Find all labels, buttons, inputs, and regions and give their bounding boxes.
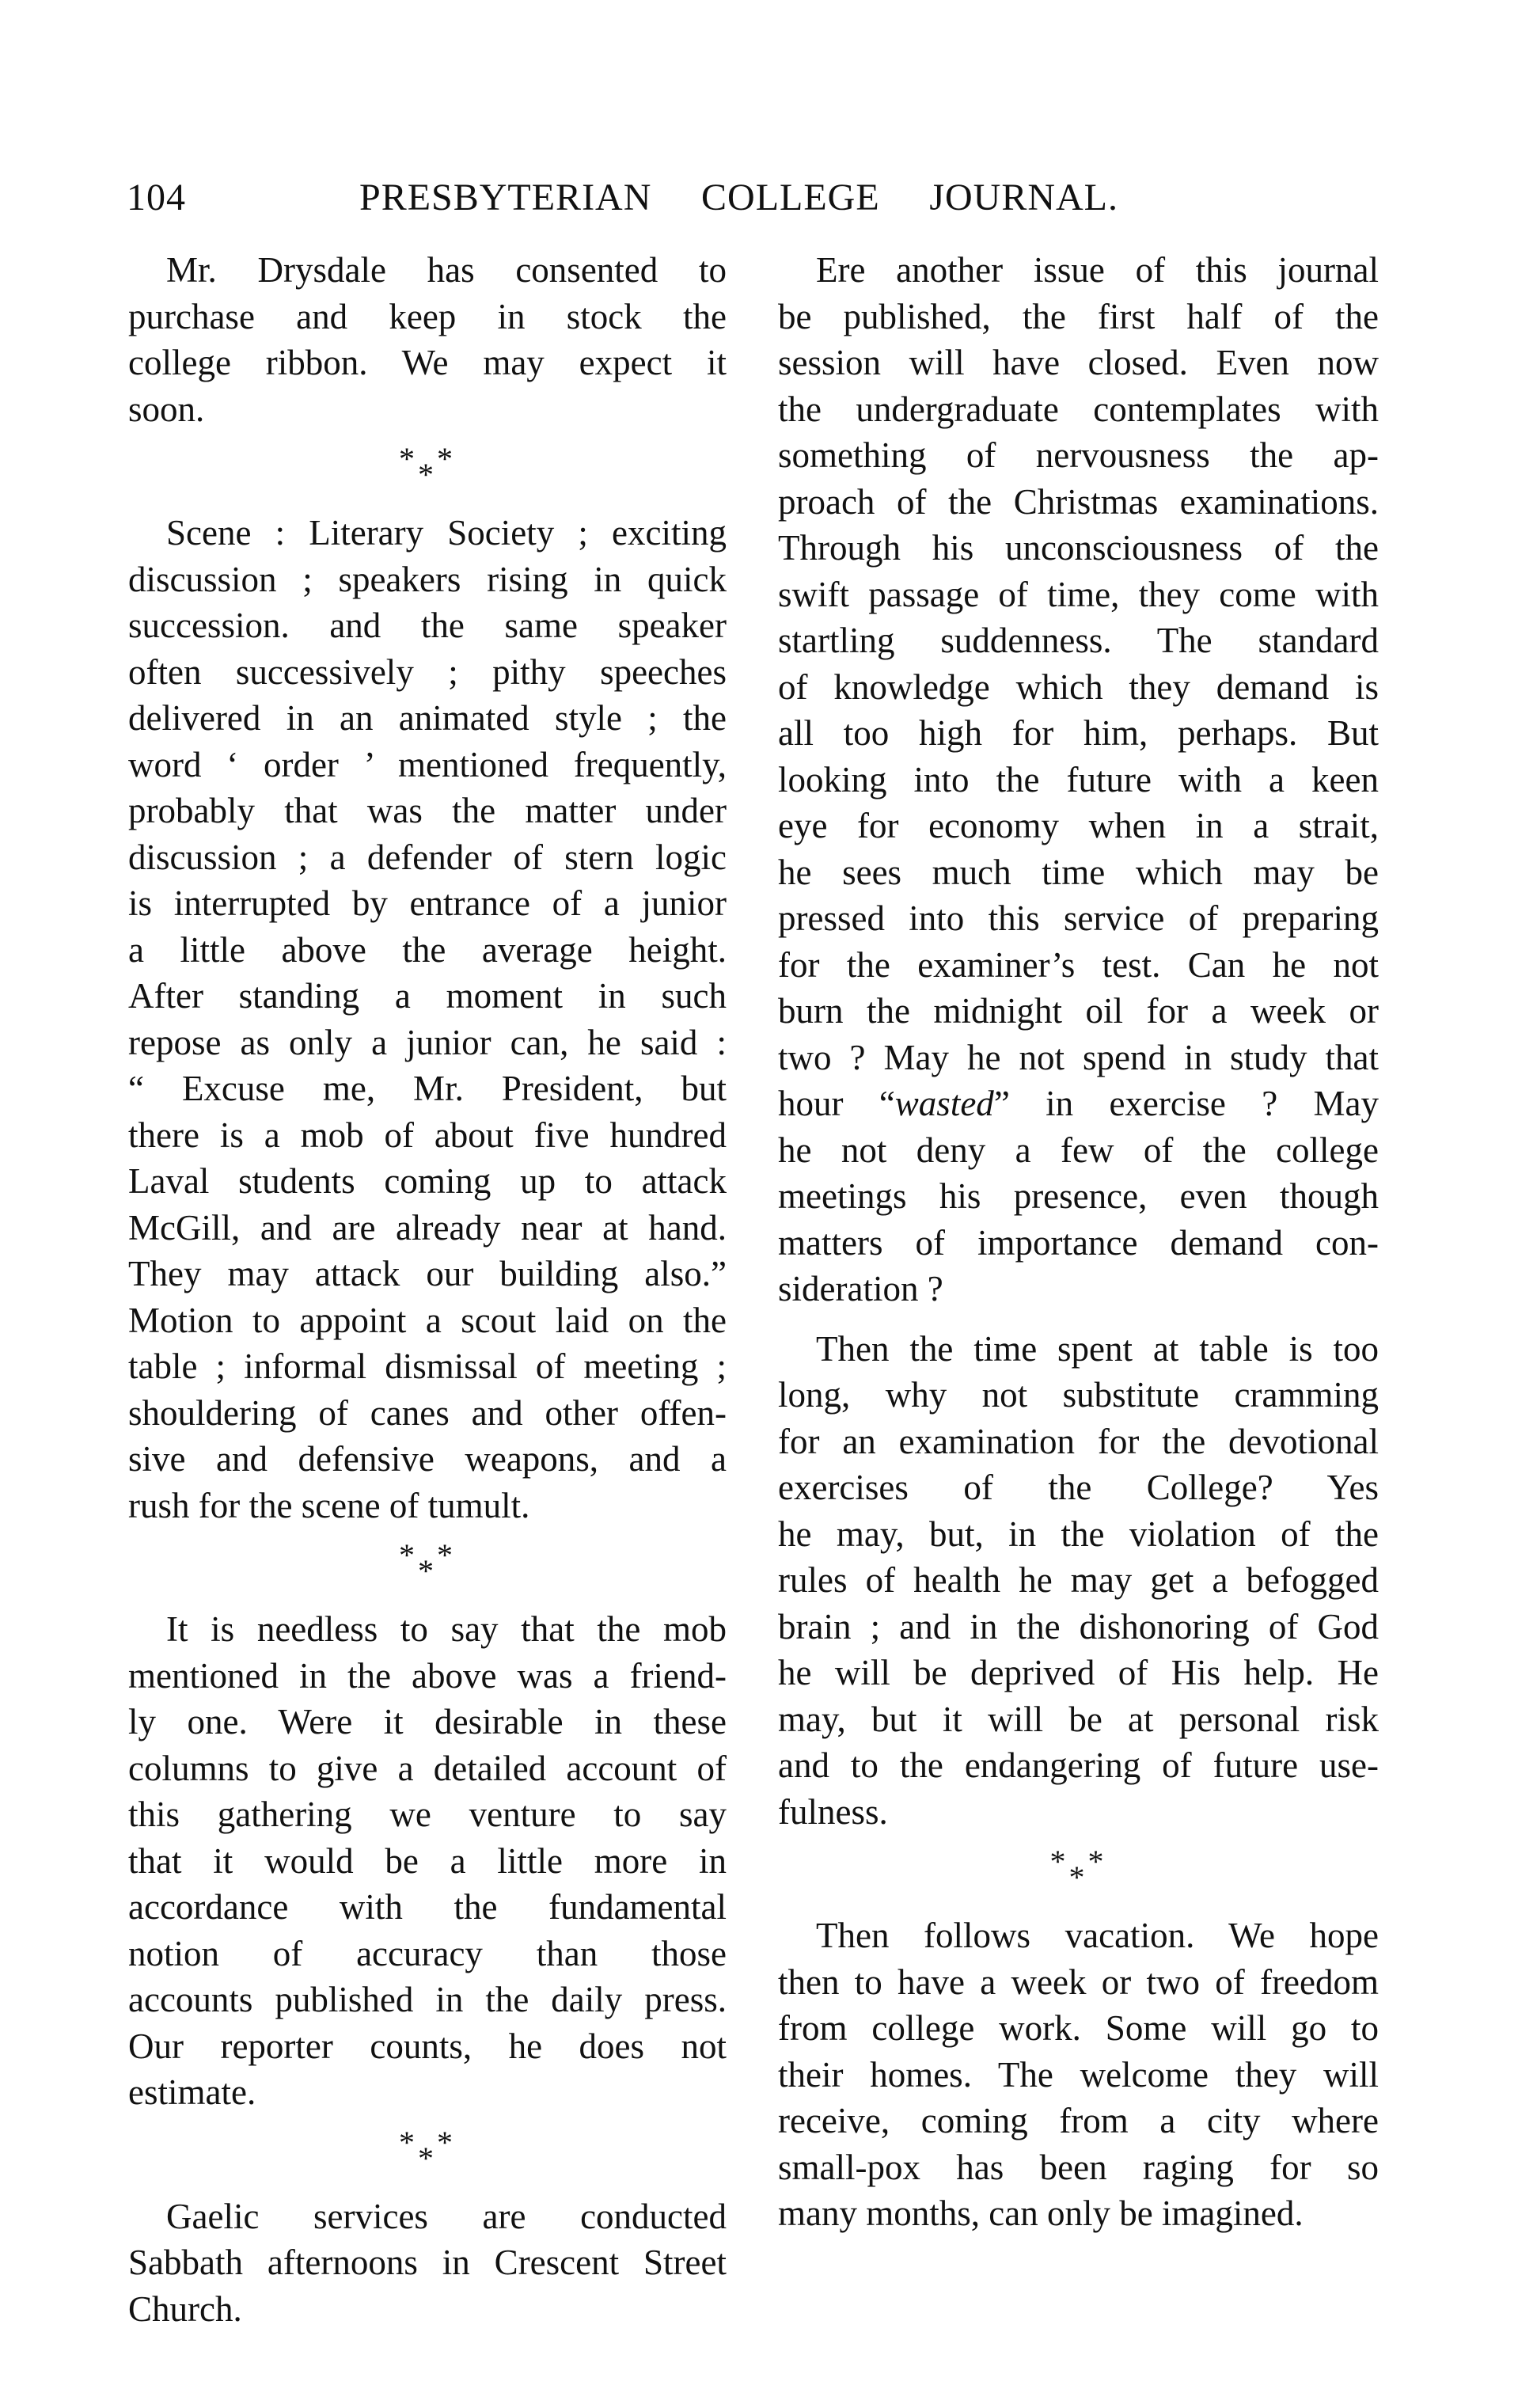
text-line: startling suddenness. The standard: [778, 621, 1379, 660]
text-line: Through his unconsciousness of the: [778, 528, 1379, 568]
asterisk-icon: *: [437, 2124, 453, 2160]
text-line: After standing a moment in such: [128, 976, 727, 1016]
text-line: then to have a week or two of freedom: [778, 1962, 1379, 2002]
text-line: mentioned in the above was a friend-: [128, 1655, 727, 1696]
text-line: McGill, and are already near at hand.: [128, 1207, 727, 1248]
paragraph-gap: [778, 1312, 1379, 1326]
text-line: small-pox has been raging for so: [778, 2147, 1379, 2187]
text-line: Gaelic services are conducted: [166, 2196, 727, 2236]
asterisk-icon: *: [1087, 1844, 1104, 1879]
asterisk-icon: *: [418, 1553, 434, 1589]
asterism-divider: [128, 2116, 727, 2193]
text-line: be published, the first half of the: [778, 296, 1379, 336]
paragraph-mob: [128, 1606, 727, 2116]
text-line: columns to give a detailed account of: [128, 1748, 727, 1788]
text-line: matters of importance demand con-: [778, 1222, 1379, 1263]
asterisk-icon: *: [437, 1537, 453, 1573]
text-line: Church.: [128, 2288, 242, 2329]
text-line: Motion to appoint a scout laid on the: [128, 1300, 727, 1340]
text-line: looking into the future with a keen: [778, 759, 1379, 800]
paragraph-examinations: [778, 247, 1379, 1312]
text-line: repose as only a junior can, he said :: [128, 1022, 727, 1062]
text-line: Our reporter counts, he does not: [128, 2026, 727, 2066]
paragraph-examinations-part2: [778, 1127, 1379, 1312]
asterisk-icon: *: [418, 457, 434, 492]
text-line: accordance with the fundamental: [128, 1887, 727, 1927]
asterisk-icon: *: [399, 1537, 415, 1573]
text-line: all too high for him, perhaps. But: [778, 713, 1379, 753]
text-line: fulness.: [778, 1791, 888, 1832]
asterisk-icon: *: [1049, 1844, 1066, 1879]
asterism-divider: [778, 1835, 1379, 1912]
text-line: sideration ?: [778, 1269, 943, 1308]
text-line: rules of health he may get a befogged: [778, 1560, 1379, 1600]
text-line: a little above the average height.: [128, 929, 727, 970]
text-line: many months, can only be imagined.: [778, 2193, 1304, 2233]
text-line: college ribbon. We may expect it: [128, 343, 727, 382]
text-line: and to the endangering of future use-: [778, 1745, 1379, 1785]
paragraph-cramming: [778, 1326, 1379, 1836]
text-line: notion of accuracy than those: [128, 1933, 727, 1973]
text-line: long, why not substitute cramming: [778, 1375, 1379, 1415]
asterisk-icon: *: [1068, 1859, 1085, 1895]
asterisk-icon: *: [418, 2140, 434, 2176]
text-line: session will have closed. Even now: [778, 343, 1379, 382]
paragraph-examinations-part1: [778, 247, 1379, 1081]
text-line: sive and defensive weapons, and a: [128, 1439, 727, 1479]
text-line: rush for the scene of tumult.: [128, 1485, 530, 1525]
text-line: he not deny a few of the college: [778, 1130, 1379, 1170]
text-line: Then the time spent at table is too: [816, 1328, 1379, 1369]
text-line: is interrupted by entrance of a junior: [128, 883, 727, 923]
asterisk-icon: *: [437, 441, 453, 477]
text-line: Then follows vacation. We hope: [816, 1916, 1379, 1955]
page-number: 104: [127, 177, 186, 218]
text-line: eye for economy when in a strait,: [778, 806, 1379, 845]
text-line: word ‘ order ’ mentioned frequently,: [128, 744, 727, 784]
text-line: proach of the Christmas examinations.: [778, 481, 1379, 522]
paragraph-college-ribbon: [128, 247, 727, 432]
text-line: he sees much time which may be: [778, 852, 1379, 892]
text-line: exercises of the College? Yes: [778, 1468, 1379, 1507]
text-line: table ; informal dismissal of meeting ;: [128, 1346, 727, 1386]
text-line: It is needless to say that the mob: [166, 1609, 727, 1649]
text-line: that it would be a little more in: [128, 1840, 727, 1881]
text-line: purchase and keep in stock the: [128, 296, 727, 336]
text-line: there is a mob of about five hundred: [128, 1115, 727, 1155]
text-line: brain ; and in the dishonoring of God: [778, 1606, 1379, 1646]
text-line-wasted: hour “wasted” in exercise ? May: [778, 1084, 1379, 1123]
text-line: Sabbath afternoons in Crescent Street: [128, 2243, 727, 2282]
text-line: of knowledge which they demand is: [778, 667, 1379, 707]
text-line: two ? May he not spend in study that: [778, 1037, 1379, 1077]
text-line: the undergraduate contemplates with: [778, 389, 1379, 429]
text-line: from college work. Some will go to: [778, 2008, 1379, 2048]
italic-word: wasted: [894, 1084, 994, 1123]
text-line: he may, but, in the violation of the: [778, 1514, 1379, 1554]
text-line: for the examiner’s test. Can he not: [778, 944, 1379, 985]
asterism-divider: [128, 432, 727, 510]
text-line: shouldering of canes and other offen-: [128, 1392, 727, 1433]
text-line: pressed into this service of preparing: [778, 898, 1379, 938]
text-line: he will be deprived of His help. He: [778, 1653, 1379, 1692]
text-line: for an examination for the devotional: [778, 1421, 1379, 1461]
journal-title: PRESBYTERIAN COLLEGE JOURNAL.: [359, 177, 1118, 218]
text-line: They may attack our building also.”: [128, 1254, 727, 1293]
text-line: burn the midnight oil for a week or: [778, 991, 1379, 1031]
text-line: meetings his presence, even though: [778, 1176, 1379, 1216]
text-line: their homes. The welcome they will: [778, 2054, 1379, 2095]
right-column: [778, 247, 1379, 2237]
text-line: succession. and the same speaker: [128, 606, 727, 645]
text-line: often successively ; pithy speeches: [128, 651, 727, 692]
text-line: this gathering we venture to say: [128, 1795, 727, 1834]
text-line: Ere another issue of this journal: [816, 250, 1379, 290]
asterisk-icon: *: [399, 2124, 415, 2160]
text-line: discussion ; speakers rising in quick: [128, 559, 727, 599]
asterism-divider: [128, 1529, 727, 1606]
paragraph-vacation: [778, 1912, 1379, 2237]
text-line: delivered in an animated style ; the: [128, 698, 727, 738]
text-line: soon.: [128, 389, 205, 429]
text-line: accounts published in the daily press.: [128, 1980, 727, 2019]
paragraph-literary-society: [128, 510, 727, 1529]
text-line: estimate.: [128, 2072, 256, 2112]
left-column: [128, 247, 727, 2332]
asterisk-icon: *: [399, 441, 415, 477]
paragraph-gaelic-services: [128, 2193, 727, 2333]
text-line: receive, coming from a city where: [778, 2101, 1379, 2140]
text-line: Laval students coming up to attack: [128, 1161, 727, 1201]
text-line: swift passage of time, they come with: [778, 574, 1379, 614]
running-head: [127, 176, 1156, 220]
text-line: Mr. Drysdale has consented to: [166, 250, 727, 290]
text-line: “ Excuse me, Mr. President, but: [128, 1069, 727, 1108]
text-line: Scene : Literary Society ; exciting: [166, 513, 727, 553]
text-line: ly one. Were it desirable in these: [128, 1702, 727, 1741]
text-line: may, but it will be at personal risk: [778, 1699, 1379, 1739]
text-line: discussion ; a defender of stern logic: [128, 837, 727, 877]
text-line: probably that was the matter under: [128, 791, 727, 830]
text-line: something of nervousness the ap-: [778, 435, 1379, 475]
